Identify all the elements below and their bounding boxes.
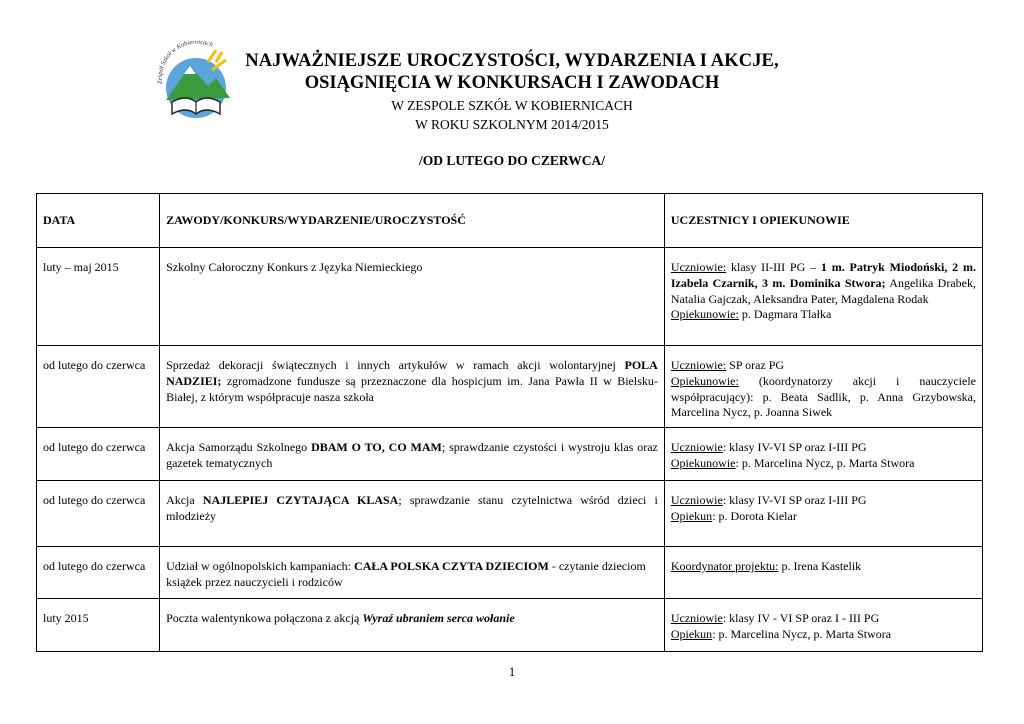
event-name: NAJLEPIEJ CZYTAJĄCA KLASA xyxy=(202,493,399,508)
subtitle-school: W ZESPOLE SZKÓŁ W KOBIERNICACH xyxy=(391,98,633,113)
supervisors-label: Opiekunowie xyxy=(670,455,736,470)
title-line-1: NAJWAŻNIEJSZE UROCZYSTOŚCI, WYDARZENIA I AKCJE, xyxy=(245,51,779,71)
row-date: luty 2015 xyxy=(37,599,160,652)
row-date: od lutego do czerwca xyxy=(37,346,160,428)
table-row xyxy=(37,481,983,547)
event-text: Poczta walentynkowa połączona z akcją xyxy=(166,611,363,626)
participants-label: Uczniowie: xyxy=(670,260,727,274)
event-name: POLA NADZIEI; xyxy=(166,358,658,388)
participants-text: : klasy IV-VI SP oraz I-III PG xyxy=(722,440,867,455)
event-text: Sprzedaż dekoracji świątecznych i innych artykułów w ramach akcji wolontaryjnej xyxy=(166,358,625,372)
coordinator-text: p. Irena Kastelik xyxy=(778,559,862,574)
document-header xyxy=(160,50,864,172)
event-text: Udział w ogólnopolskich kampaniach: xyxy=(166,559,355,574)
row-event xyxy=(160,428,665,481)
event-text: Szkolny Całoroczny Konkurs z Języka Niemieckiego xyxy=(166,260,423,274)
supervisors-label: Opiekun xyxy=(670,626,713,641)
participants-text: SP oraz PG xyxy=(726,358,785,372)
row-date: od lutego do czerwca xyxy=(37,481,160,547)
table-row xyxy=(37,428,983,481)
row-date: luty – maj 2015 xyxy=(37,248,160,346)
table-row xyxy=(37,248,983,346)
events-table xyxy=(36,193,983,652)
subtitle-period: /OD LUTEGO DO CZERWCA/ xyxy=(419,153,605,168)
row-participants xyxy=(664,599,982,652)
row-participants xyxy=(664,248,982,346)
supervisors-text: (koordynatorzy akcji i nauczyciele współpracujący): p. Beata Sadlik, p. Anna Grzybowska, Marcelina Nycz, p. Joanna Siwek xyxy=(670,373,976,420)
table-header-row xyxy=(37,194,983,248)
table-row xyxy=(37,547,983,599)
supervisors-label: Opiekunowie: xyxy=(670,373,739,388)
event-text-2: ; sprawdzanie czystości i wystroju klas oraz gazetek tematycznych xyxy=(166,440,658,470)
row-event xyxy=(160,547,665,599)
header-participants: UCZESTNICY I OPIEKUNOWIE xyxy=(664,194,982,248)
supervisors-text: p. Dagmara Tlałka xyxy=(738,307,832,322)
title-line-2: OSIĄGNIĘCIA W KONKURSACH I ZAWODACH xyxy=(304,73,720,93)
participants-text: klasy II-III PG – xyxy=(726,260,821,274)
row-event xyxy=(160,481,665,547)
header-event: ZAWODY/KONKURS/WYDARZENIE/UROCZYSTOŚĆ xyxy=(160,194,665,248)
participants-label: Uczniowie xyxy=(670,611,723,626)
participants-text-2: Angelika Drabek, Natalia Gajczak, Aleksandra Pater, Magdalena Rodak xyxy=(670,275,976,306)
row-date: od lutego do czerwca xyxy=(37,428,160,481)
coordinator-label: Koordynator projektu: xyxy=(670,559,779,574)
supervisors-text: : p. Dorota Kielar xyxy=(712,508,797,523)
event-text-2: ; sprawdzanie stanu czytelnictwa wśród dzieci i młodzieży xyxy=(166,493,658,523)
row-event xyxy=(160,599,665,652)
row-participants xyxy=(664,428,982,481)
event-text-2: - czytanie dzieciom książek przez nauczycieli i rodziców xyxy=(166,559,646,589)
event-text: Akcja Samorządu Szkolnego xyxy=(166,440,312,455)
participants-winners: 1 m. Patryk Miodoński, 2 m. Izabela Czarnik, 3 m. Dominika Stwora; xyxy=(670,260,976,290)
event-text: Akcja xyxy=(166,493,203,508)
event-name: DBAM O TO, CO MAM xyxy=(311,440,442,455)
supervisors-label: Opiekun xyxy=(670,508,713,523)
participants-label: Uczniowie xyxy=(670,493,723,508)
supervisors-label: Opiekunowie: xyxy=(670,307,739,322)
logo-arc-text: Zespół Szkół w Kobiernicach xyxy=(156,40,214,85)
subtitle-year: W ROKU SZKOLNYM 2014/2015 xyxy=(415,117,609,132)
participants-label: Uczniowie: xyxy=(670,358,727,372)
row-event xyxy=(160,248,665,346)
row-participants xyxy=(664,547,982,599)
supervisors-text: : p. Marcelina Nycz, p. Marta Stwora xyxy=(735,455,915,470)
page-number: 1 xyxy=(508,664,516,679)
event-name: Wyraź ubraniem serca wołanie xyxy=(362,611,515,626)
table-row xyxy=(37,599,983,652)
event-name: CAŁA POLSKA CZYTA DZIECIOM xyxy=(354,559,549,574)
table-row xyxy=(37,346,983,428)
row-participants xyxy=(664,481,982,547)
row-event xyxy=(160,346,665,428)
supervisors-text: : p. Marcelina Nycz, p. Marta Stwora xyxy=(712,626,892,641)
participants-text: : klasy IV - VI SP oraz I - III PG xyxy=(722,611,880,626)
participants-text: : klasy IV-VI SP oraz I-III PG xyxy=(722,493,867,508)
participants-label: Uczniowie xyxy=(670,440,723,455)
row-participants xyxy=(664,346,982,428)
header-date: DATA xyxy=(37,194,160,248)
event-text-2: zgromadzone fundusze są przeznaczone dla hospicjum im. Jana Pawła II w Bielsku-Białej, z którym współpracuje nasza szkoła xyxy=(166,373,658,404)
row-date: od lutego do czerwca xyxy=(37,547,160,599)
